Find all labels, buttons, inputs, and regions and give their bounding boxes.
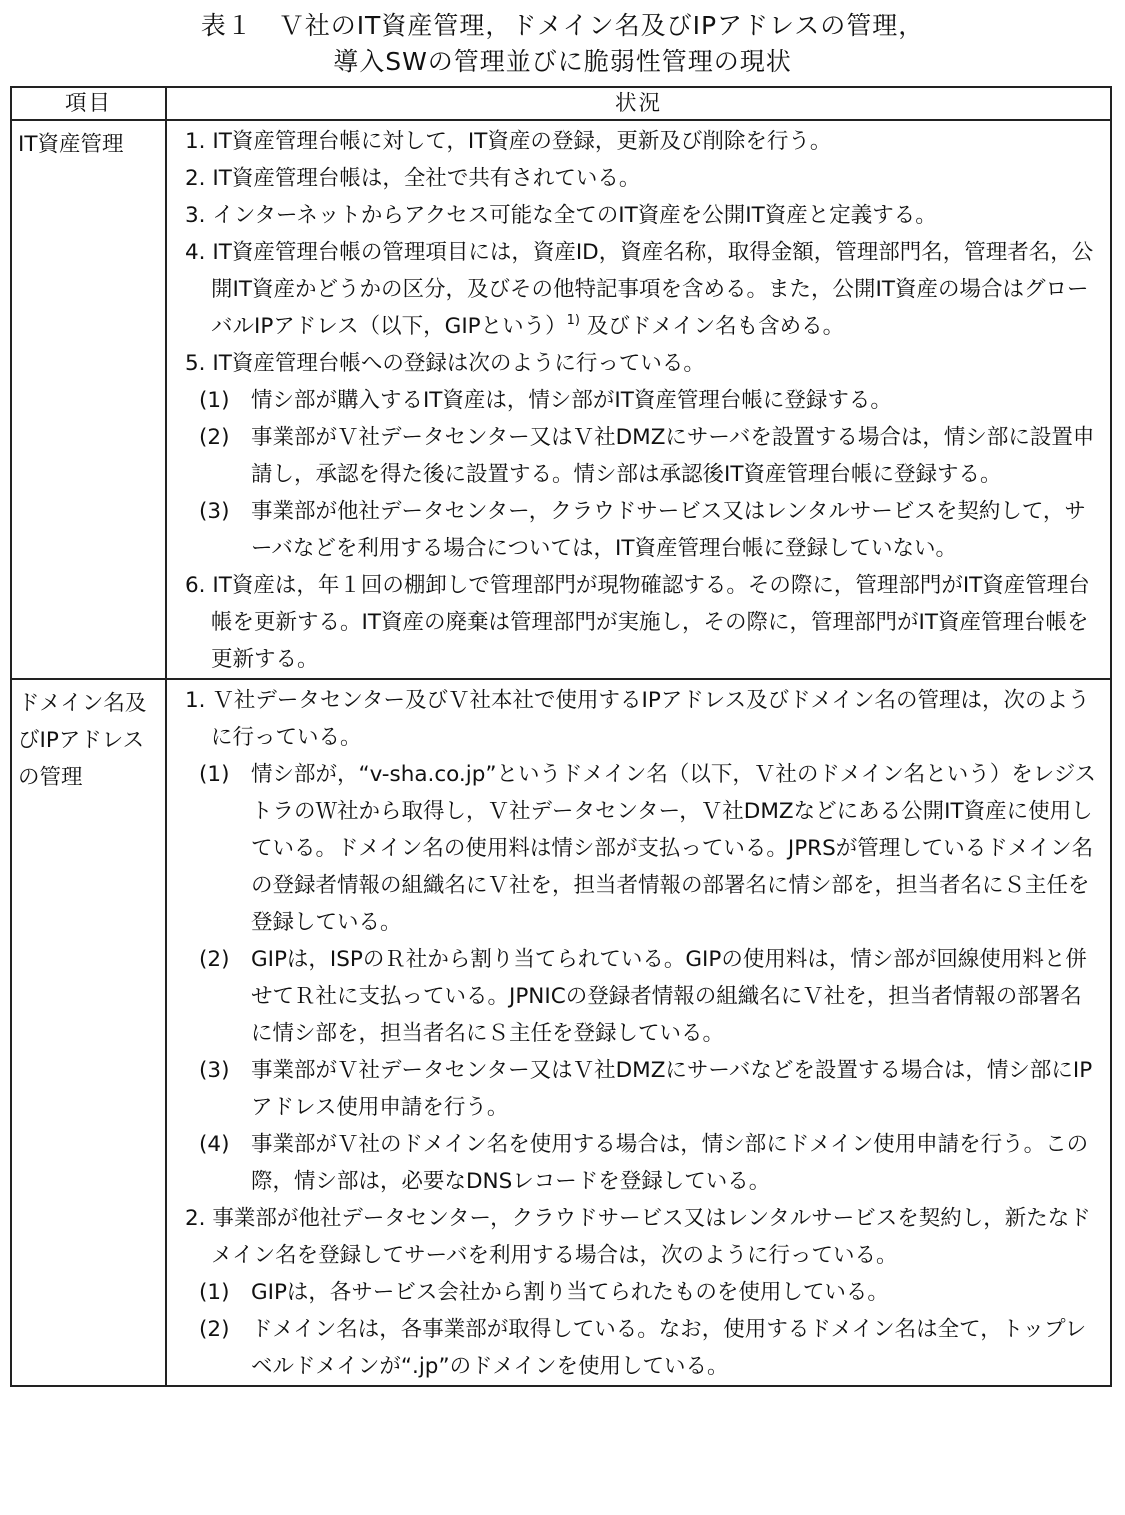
status-line-text-after: 及びドメイン名も含める。 bbox=[579, 314, 845, 339]
row-item-it-asset: IT資産管理 bbox=[11, 120, 166, 679]
table-caption bbox=[0, 8, 1125, 80]
table-header-row bbox=[11, 87, 1111, 120]
status-subline: (4) 事業部がＶ社のドメイン名を使用する場合は，情シ部にドメイン使用申請を行う。この際，情シ部は，必要なDNSレコードを登録している。 bbox=[199, 1132, 1089, 1194]
status-line: 6. IT資産は，年１回の棚卸しで管理部門が現物確認する。その際に，管理部門がIT資産管理台帳を更新する。IT資産の廃棄は管理部門が実施し，その際に，管理部門がIT資産管理台帳を更新する。 bbox=[185, 573, 1090, 672]
status-subline: (2) ドメイン名は，各事業部が取得している。なお，使用するドメイン名は全て，トップレベルドメインが“.jp”のドメインを使用している。 bbox=[199, 1317, 1087, 1379]
status-line: 1. IT資産管理台帳に対して，IT資産の登録，更新及び削除を行う。 bbox=[185, 129, 832, 154]
row-status-it-asset bbox=[166, 120, 1111, 679]
status-line: 5. IT資産管理台帳への登録は次のように行っている。 bbox=[185, 351, 705, 376]
status-line: 2. IT資産管理台帳は，全社で共有されている。 bbox=[185, 166, 641, 191]
status-subline: (1) GIPは，各サービス会社から割り当てられたものを使用している。 bbox=[199, 1280, 889, 1305]
table-row bbox=[11, 679, 1111, 1386]
status-subline: (2) GIPは，ISPのＲ社から割り当てられている。GIPの使用料は，情シ部が回線使用料と併せてＲ社に支払っている。JPNICの登録者情報の組織名にＶ社を，担当者情報の部署名に情シ部を，担当者名にＳ主任を登録している。 bbox=[199, 947, 1087, 1046]
caption-line-2: 導入SWの管理並びに脆弱性管理の現状 bbox=[333, 47, 792, 76]
row-status-domain-ip bbox=[166, 679, 1111, 1386]
status-subline: (1) 情シ部が購入するIT資産は，情シ部がIT資産管理台帳に登録する。 bbox=[199, 388, 892, 413]
status-subline: (3) 事業部がＶ社データセンター又はＶ社DMZにサーバなどを設置する場合は，情シ部にIPアドレス使用申請を行う。 bbox=[199, 1058, 1093, 1120]
status-line: 2. 事業部が他社データセンター，クラウドサービス又はレンタルサービスを契約し，新たなドメイン名を登録してサーバを利用する場合は，次のように行っている。 bbox=[185, 1206, 1091, 1268]
status-line: 1. Ｖ社データセンター及びＶ社本社で使用するIPアドレス及びドメイン名の管理は，次のように行っている。 bbox=[185, 688, 1090, 750]
status-table bbox=[10, 86, 1112, 1387]
table-row bbox=[11, 120, 1111, 679]
footnote-ref: 1) bbox=[566, 313, 580, 328]
status-line bbox=[179, 234, 1100, 345]
status-subline: (3) 事業部が他社データセンター，クラウドサービス又はレンタルサービスを契約して，サーバなどを利用する場合については，IT資産管理台帳に登録していない。 bbox=[199, 499, 1086, 561]
status-line: 3. インターネットからアクセス可能な全てのIT資産を公開IT資産と定義する。 bbox=[185, 203, 937, 228]
header-status: 状況 bbox=[166, 87, 1111, 120]
caption-line-1: 表１ Ｖ社のIT資産管理，ドメイン名及びIPアドレスの管理， bbox=[200, 11, 925, 40]
status-subline: (1) 情シ部が，“v-sha.co.jp”というドメイン名（以下，Ｖ社のドメイン名という）をレジストラのＷ社から取得し，Ｖ社データセンター，Ｖ社DMZなどにある公開IT資産に使用している。ドメイン名の使用料は情シ部が支払っている。JPRSが管理しているドメイン名の登録者情報の組織名にＶ社を，担当者情報の部署名に情シ部を，担当者名にＳ主任を登録している。 bbox=[199, 762, 1097, 935]
row-item-domain-ip: ドメイン名及びIPアドレスの管理 bbox=[11, 679, 166, 1386]
status-line-text: 4. IT資産管理台帳の管理項目には，資産ID，資産名称，取得金額，管理部門名，管理者名，公開IT資産かどうかの区分，及びその他特記事項を含める。また，公開IT資産の場合はグローバルIPアドレス（以下，GIPという） bbox=[185, 240, 1094, 339]
status-subline: (2) 事業部がＶ社データセンター又はＶ社DMZにサーバを設置する場合は，情シ部に設置申請し，承認を得た後に設置する。情シ部は承認後IT資産管理台帳に登録する。 bbox=[199, 425, 1095, 487]
header-item: 項目 bbox=[11, 87, 166, 120]
